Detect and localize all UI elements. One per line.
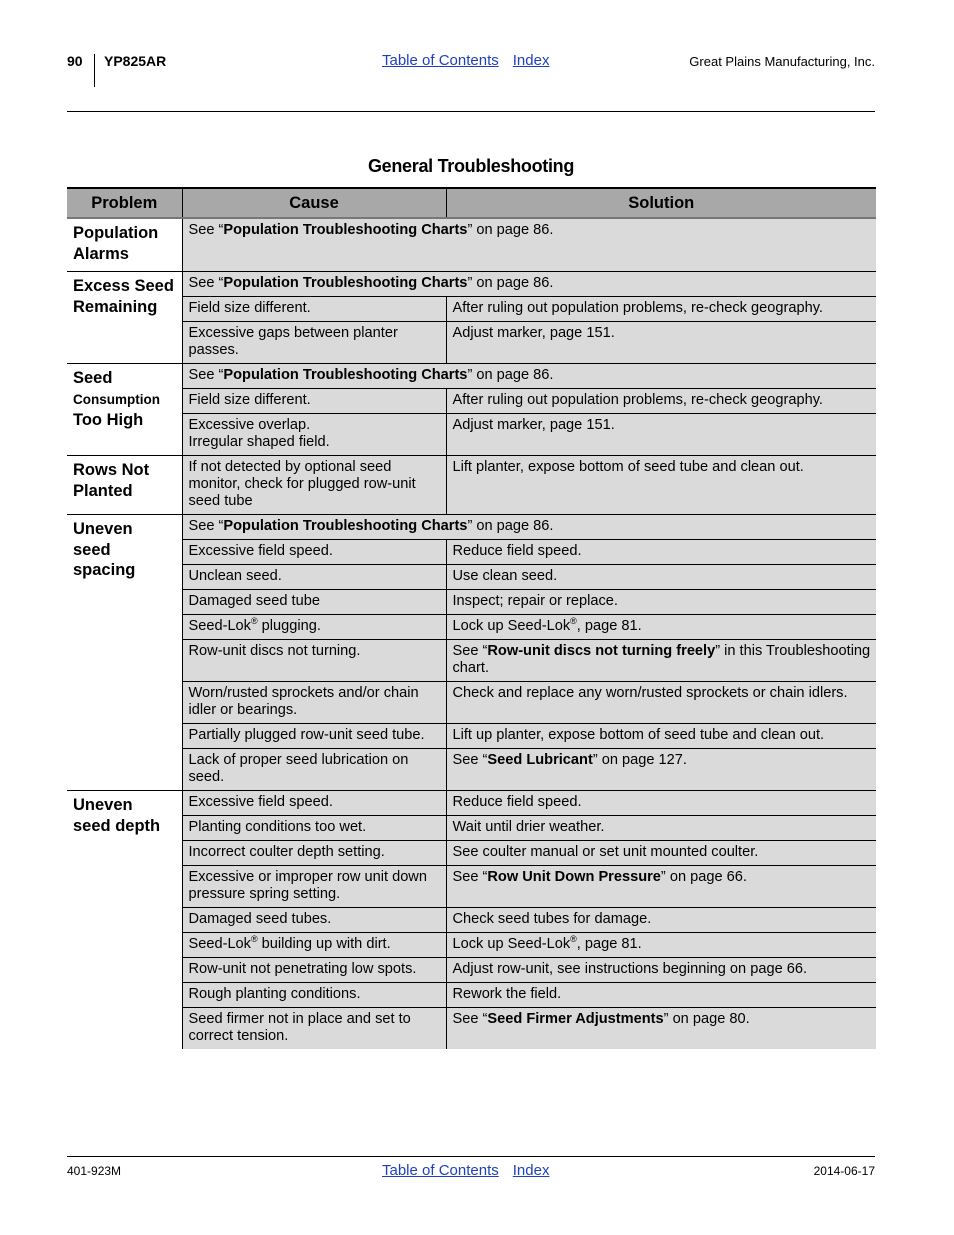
- solution-cell: Reduce field speed.: [446, 791, 876, 816]
- registered-mark: ®: [570, 934, 577, 945]
- cause-cell: Incorrect coulter depth setting.: [182, 841, 446, 866]
- cause-cell: Row-unit discs not turning.: [182, 640, 446, 682]
- table-row: [67, 540, 876, 565]
- see-reference: Population Troubleshooting Charts: [223, 367, 468, 383]
- solution-cell: Lift planter, expose bottom of seed tube and clean out.: [446, 456, 876, 515]
- solution-text: ” on page 127.: [592, 752, 687, 768]
- cause-cell: If not detected by optional seed monitor, check for plugged row-unit seed tube: [182, 456, 446, 515]
- table-row: [67, 389, 876, 414]
- solution-cell: Wait until drier weather.: [446, 816, 876, 841]
- table-row: [67, 866, 876, 908]
- solution-cell: Rework the field.: [446, 983, 876, 1008]
- table-row: [67, 218, 876, 272]
- see-reference: Population Troubleshooting Charts: [223, 518, 468, 534]
- troubleshooting-table: [67, 187, 876, 1049]
- problem-text: Seed: [73, 369, 113, 387]
- cause-cell: Planting conditions too wet.: [182, 816, 446, 841]
- toc-link[interactable]: Table of Contents: [382, 1162, 499, 1179]
- header-problem: Problem: [67, 188, 182, 218]
- solution-text: ” on page 80.: [663, 1011, 750, 1027]
- solution-cell: [446, 933, 876, 958]
- table-row: [67, 272, 876, 297]
- problem-excess-seed: [67, 272, 182, 364]
- solution-cell: Adjust row-unit, see instructions beginning on page 66.: [446, 958, 876, 983]
- solution-cell: [446, 1008, 876, 1050]
- see-reference: Row-unit discs not turning freely: [487, 643, 716, 659]
- see-post: ” on page 86.: [467, 275, 554, 291]
- cause-cell: Excessive field speed.: [182, 540, 446, 565]
- solution-cell: After ruling out population problems, re-check geography.: [446, 389, 876, 414]
- problem-text: Uneven: [73, 520, 133, 538]
- table-header-row: [67, 188, 876, 218]
- table-row: [67, 682, 876, 724]
- problem-text: Rows Not: [73, 461, 150, 479]
- table-row: [67, 456, 876, 515]
- table-row: [67, 297, 876, 322]
- solution-cell: See coulter manual or set unit mounted coulter.: [446, 841, 876, 866]
- table-row: [67, 791, 876, 816]
- see-pre: See “: [188, 275, 224, 291]
- solution-cell: [446, 640, 876, 682]
- cause-cell: Damaged seed tube: [182, 590, 446, 615]
- solution-cell: Inspect; repair or replace.: [446, 590, 876, 615]
- solution-text: See “: [452, 752, 488, 768]
- cause-cell: [182, 272, 876, 297]
- problem-text: Alarms: [73, 244, 129, 263]
- see-pre: See “: [188, 518, 224, 534]
- solution-text: Lock up Seed-Lok: [452, 618, 571, 634]
- table-row: [67, 1008, 876, 1050]
- problem-text: seed depth: [73, 816, 161, 835]
- cause-cell: Excessive or improper row unit down pressure spring setting.: [182, 866, 446, 908]
- table-row: [67, 749, 876, 791]
- solution-cell: [446, 866, 876, 908]
- table-row: [67, 565, 876, 590]
- table-row: [67, 908, 876, 933]
- doc-date: 2014-06-17: [813, 1164, 875, 1178]
- table-row: [67, 933, 876, 958]
- solution-text: Lock up Seed-Lok: [452, 936, 571, 952]
- problem-seed-consumption: [67, 364, 182, 456]
- problem-text: Population: [73, 224, 159, 242]
- cause-cell: Lack of proper seed lubrication on seed.: [182, 749, 446, 791]
- problem-uneven-spacing: [67, 515, 182, 791]
- solution-cell: Adjust marker, page 151.: [446, 414, 876, 456]
- problem-text: Too High: [73, 411, 144, 429]
- table-row: [67, 958, 876, 983]
- cause-cell: Partially plugged row-unit seed tube.: [182, 724, 446, 749]
- cause-cell: Field size different.: [182, 297, 446, 322]
- table-row: [67, 364, 876, 389]
- table-row: [67, 640, 876, 682]
- problem-uneven-depth: [67, 791, 182, 1050]
- solution-text: , page 81.: [576, 936, 642, 952]
- problem-text: Planted: [73, 481, 133, 500]
- header-nav: [382, 52, 549, 69]
- solution-cell: Lift up planter, expose bottom of seed tube and clean out.: [446, 724, 876, 749]
- cause-cell: [182, 933, 446, 958]
- cause-cell: Field size different.: [182, 389, 446, 414]
- cause-cell: Row-unit not penetrating low spots.: [182, 958, 446, 983]
- table-row: [67, 841, 876, 866]
- solution-text: ” on page 66.: [660, 869, 747, 885]
- problem-text: Excess Seed: [73, 277, 174, 295]
- table-row: [67, 724, 876, 749]
- solution-cell: Adjust marker, page 151.: [446, 322, 876, 364]
- page-number: 90: [67, 53, 83, 69]
- cause-text: building up with dirt.: [257, 936, 391, 952]
- doc-number: 401-923M: [67, 1164, 122, 1178]
- problem-text: Uneven: [73, 796, 133, 814]
- see-post: ” on page 86.: [467, 367, 554, 383]
- see-reference: Row Unit Down Pressure: [487, 869, 661, 885]
- table-row: [67, 983, 876, 1008]
- index-link[interactable]: Index: [512, 52, 550, 69]
- cause-text: Seed-Lok: [188, 618, 251, 634]
- solution-cell: After ruling out population problems, re-check geography.: [446, 297, 876, 322]
- cause-text: Seed-Lok: [188, 936, 251, 952]
- problem-rows-not-planted: [67, 456, 182, 515]
- cause-text: plugging.: [257, 618, 321, 634]
- cause-cell: Seed firmer not in place and set to correct tension.: [182, 1008, 446, 1050]
- problem-text: spacing: [73, 561, 136, 579]
- registered-mark: ®: [250, 616, 258, 627]
- footer-nav: [382, 1162, 549, 1179]
- solution-cell: Reduce field speed.: [446, 540, 876, 565]
- see-reference: Seed Lubricant: [487, 752, 593, 768]
- see-reference: Population Troubleshooting Charts: [223, 275, 468, 291]
- index-link[interactable]: Index: [512, 1162, 550, 1179]
- solution-cell: [446, 749, 876, 791]
- see-pre: See “: [188, 222, 224, 238]
- header-rule: [67, 111, 875, 112]
- see-post: ” on page 86.: [467, 518, 554, 534]
- table-row: [67, 322, 876, 364]
- see-reference: Seed Firmer Adjustments: [487, 1011, 664, 1027]
- cause-cell: Unclean seed.: [182, 565, 446, 590]
- registered-mark: ®: [570, 616, 577, 627]
- solution-cell: Use clean seed.: [446, 565, 876, 590]
- table-row: [67, 414, 876, 456]
- solution-text: See “: [452, 643, 488, 659]
- cause-cell: Excessive field speed.: [182, 791, 446, 816]
- header-solution: Solution: [446, 188, 876, 218]
- cause-cell: Excessive gaps between planter passes.: [182, 322, 446, 364]
- cause-cell: [182, 218, 876, 272]
- table-row: [67, 590, 876, 615]
- header-cause: Cause: [182, 188, 446, 218]
- problem-text: Remaining: [73, 297, 158, 316]
- cause-cell: Damaged seed tubes.: [182, 908, 446, 933]
- company-name: Great Plains Manufacturing, Inc.: [689, 54, 875, 69]
- solution-text: See “: [452, 1011, 488, 1027]
- cause-cell: Rough planting conditions.: [182, 983, 446, 1008]
- cause-cell: Worn/rusted sprockets and/or chain idler or bearings.: [182, 682, 446, 724]
- see-pre: See “: [188, 367, 224, 383]
- cause-cell: [182, 615, 446, 640]
- solution-text: , page 81.: [576, 618, 642, 634]
- cause-line: Irregular shaped field.: [188, 434, 330, 450]
- cause-cell: [182, 515, 876, 540]
- cause-cell: [182, 364, 876, 389]
- solution-cell: Check and replace any worn/rusted sprockets or chain idlers.: [446, 682, 876, 724]
- model-name: YP825AR: [104, 53, 167, 69]
- header-divider: [94, 54, 95, 87]
- problem-text: Consumption: [73, 391, 160, 407]
- cause-cell: [182, 414, 446, 456]
- page-title: General Troubleshooting: [367, 156, 575, 176]
- footer-rule: [67, 1156, 875, 1157]
- solution-text: ” in this Troubleshooting chart.: [452, 643, 871, 676]
- solution-cell: [446, 615, 876, 640]
- see-reference: Population Troubleshooting Charts: [223, 222, 468, 238]
- toc-link[interactable]: Table of Contents: [382, 52, 499, 69]
- cause-line: Excessive overlap.: [188, 417, 311, 433]
- table-row: [67, 515, 876, 540]
- table-row: [67, 816, 876, 841]
- see-post: ” on page 86.: [467, 222, 554, 238]
- table-row: [67, 615, 876, 640]
- solution-text: See “: [452, 869, 488, 885]
- problem-population-alarms: [67, 218, 182, 272]
- problem-text: seed: [73, 540, 111, 559]
- registered-mark: ®: [250, 934, 258, 945]
- solution-cell: Check seed tubes for damage.: [446, 908, 876, 933]
